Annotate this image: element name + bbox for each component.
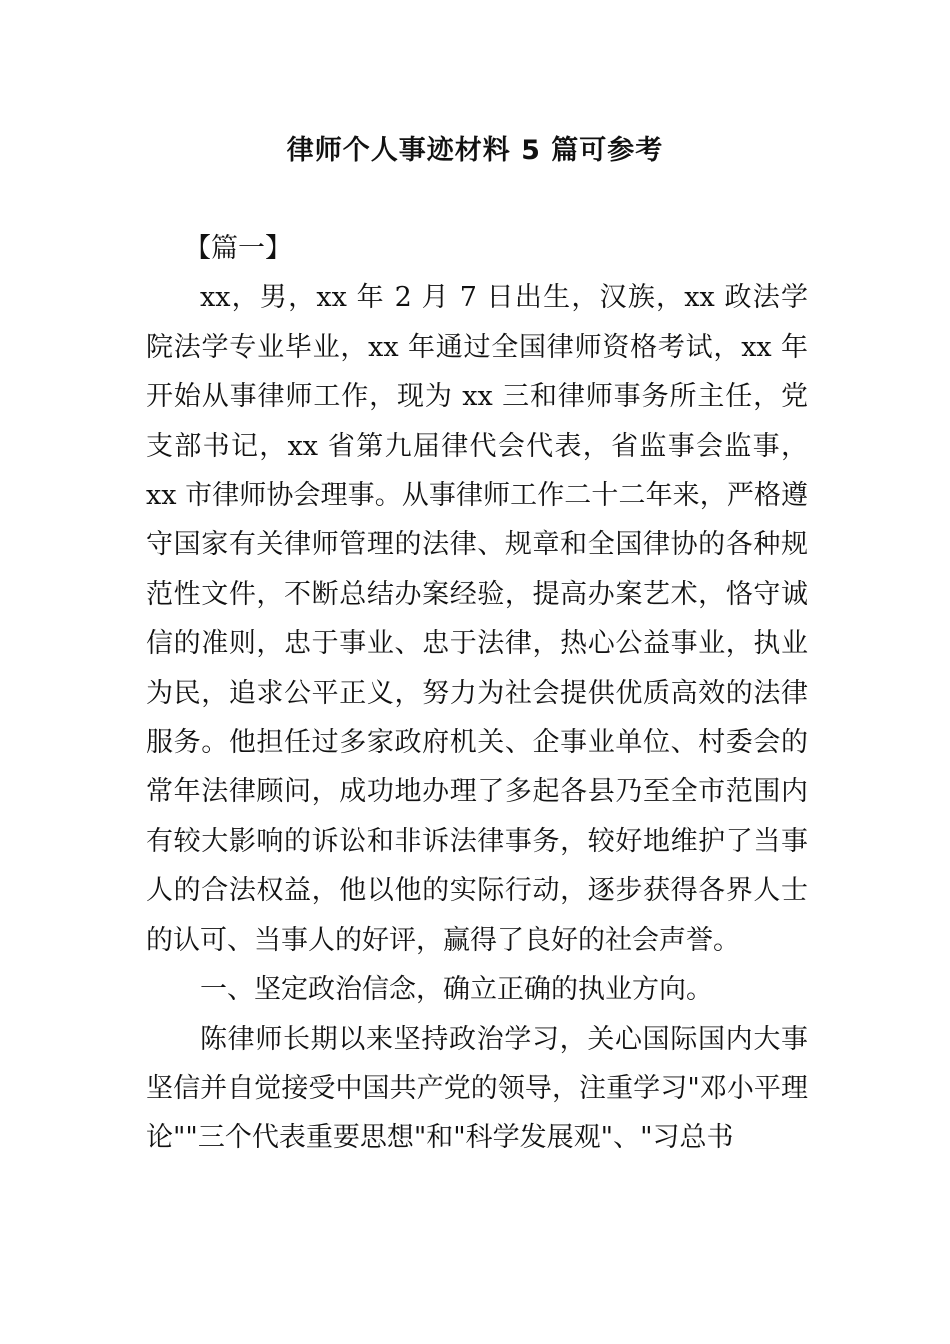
paragraph-intro: xx，男，xx 年 2 月 7 日出生，汉族，xx 政法学院法学专业毕业，xx 年通过全国律师资格考试，xx 年开始从事律师工作，现为 xx 三和律师事务所主任，党支部书记，xx 省第九届律代会代表，省监事会监事，xx 市律师协会理事。从事律师工作二十二年来，严格遵守国家有关律师管理的法律、规章和全国律协的各种规范性文件，不断总结办案经验，提高办案艺术，恪守诚信的准则，忠于事业、忠于法律，热心公益事业，执业为民，追求公平正义，努力为社会提供优质高效的法律服务。他担任过多家政府机关、企事业单位、村委会的常年法律顾问，成功地办理了多起各县乃至全市范围内有较大影响的诉讼和非诉法律事务，较好地维护了当事人的合法权益，他以他的实际行动，逐步获得各界人士的认可、当事人的好评，赢得了良好的社会声誉。 xyxy=(146,282,808,956)
paragraph-heading-1: 一、坚定政治信念，确立正确的执业方向。 xyxy=(200,974,713,1006)
document-title: 律师个人事迹材料 5 篇可参考 xyxy=(286,135,664,166)
paragraph-political-study: 陈律师长期以来坚持政治学习，关心国际国内大事坚信并自觉接受中国共产党的领导，注重学习"邓小平理论""三个代表重要思想"和"科学发展观"、"习总书 xyxy=(146,1023,808,1154)
document-body xyxy=(146,224,808,1163)
section-label: 【篇一】 xyxy=(184,233,292,264)
